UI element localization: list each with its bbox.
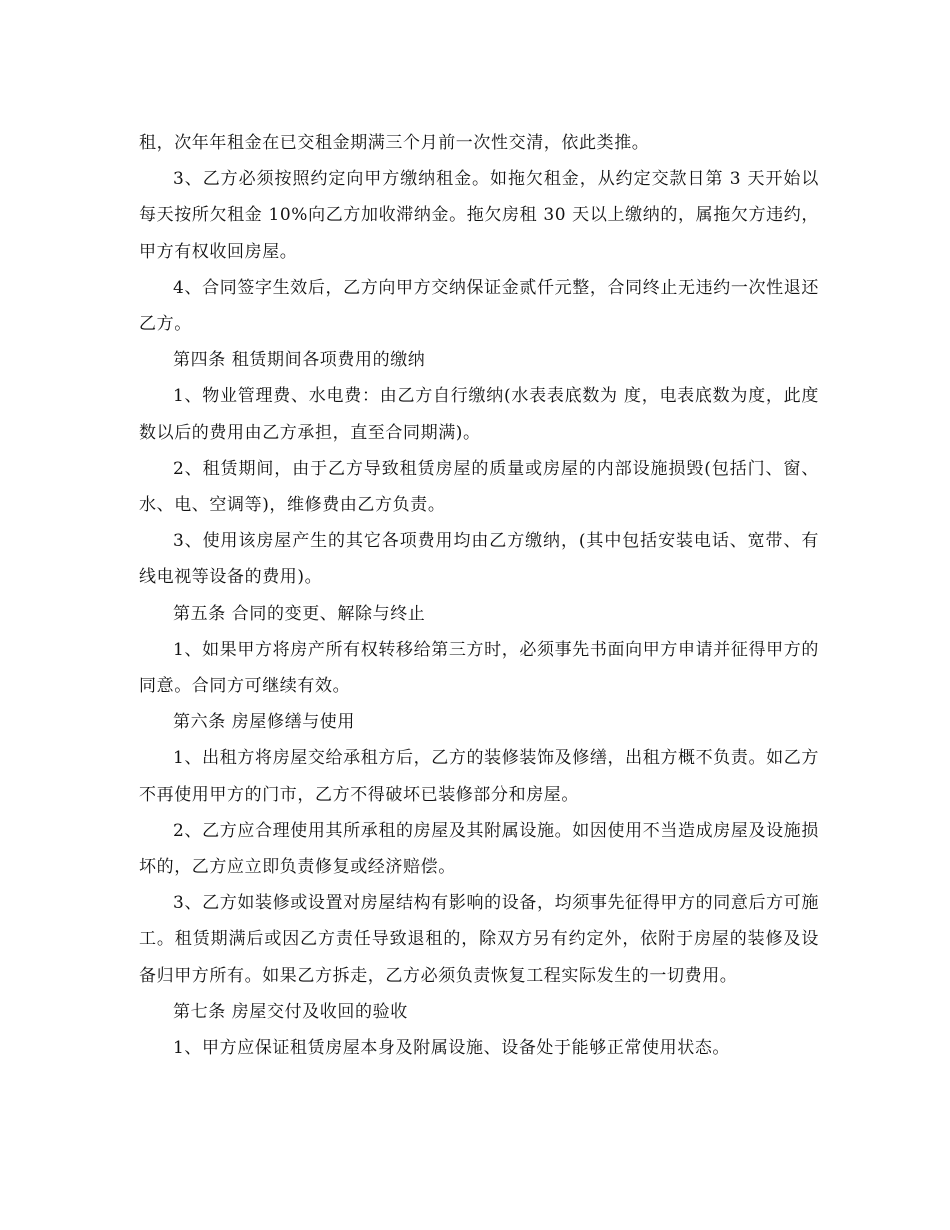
article-6-clause-3: 3、乙方如装修或设置对房屋结构有影响的设备，均须事先征得甲方的同意后方可施工。租赁期满后或因乙方责任导致退租的，除双方另有约定外，依附于房屋的装修及设备归甲方所有。如果乙方拆走，乙方必须负责恢复工程实际发生的一切费用。 [139,893,819,986]
document-body [139,125,819,1066]
article-7-heading: 第七条 房屋交付及收回的验收 [173,1001,408,1022]
clause-3-late-rent-penalty: 3、乙方必须按照约定向甲方缴纳租金。如拖欠租金，从约定交款日第 3 天开始以每天按所欠租金 10%向乙方加收滞纳金。拖欠房租 30 天以上缴纳的，属拖欠方违约，甲方有权收回房屋。 [139,169,819,262]
article-6-heading: 第六条 房屋修缮与使用 [173,712,356,733]
clause-4-security-deposit: 4、合同签字生效后，乙方向甲方交纳保证金贰仟元整，合同终止无违约一次性退还乙方。 [139,277,819,335]
article-6-clause-2: 2、乙方应合理使用其所承租的房屋及其附属设施。如因使用不当造成房屋及设施损坏的，乙方应立即负责修复或经济赔偿。 [139,820,819,878]
article-4-clause-1: 1、物业管理费、水电费：由乙方自行缴纳(水表表底数为 度，电表底数为度，此度数以后的费用由乙方承担，直至合同期满)。 [139,386,819,443]
article-4-clause-2: 2、租赁期间，由于乙方导致租赁房屋的质量或房屋的内部设施损毁(包括门、窗、水、电、空调等)，维修费由乙方负责。 [139,458,819,516]
paragraph-rent-schedule-continuation: 租，次年年租金在已交租金期满三个月前一次性交清，依此类推。 [139,133,650,153]
article-5-clause-1: 1、如果甲方将房产所有权转移给第三方时，必须事先书面向甲方申请并征得甲方的同意。合同方可继续有效。 [139,639,819,697]
article-6-clause-1: 1、出租方将房屋交给承租方后，乙方的装修装饰及修缮，出租方概不负责。如乙方不再使用甲方的门市，乙方不得破坏已装修部分和房屋。 [139,748,819,805]
article-4-heading: 第四条 租赁期间各项费用的缴纳 [173,350,426,371]
article-5-heading: 第五条 合同的变更、解除与终止 [173,603,426,624]
article-7-clause-1: 1、甲方应保证租赁房屋本身及附属设施、设备处于能够正常使用状态。 [173,1038,731,1059]
article-4-clause-3: 3、使用该房屋产生的其它各项费用均由乙方缴纳，(其中包括安装电话、宽带、有线电视等设备的费用)。 [139,531,819,588]
